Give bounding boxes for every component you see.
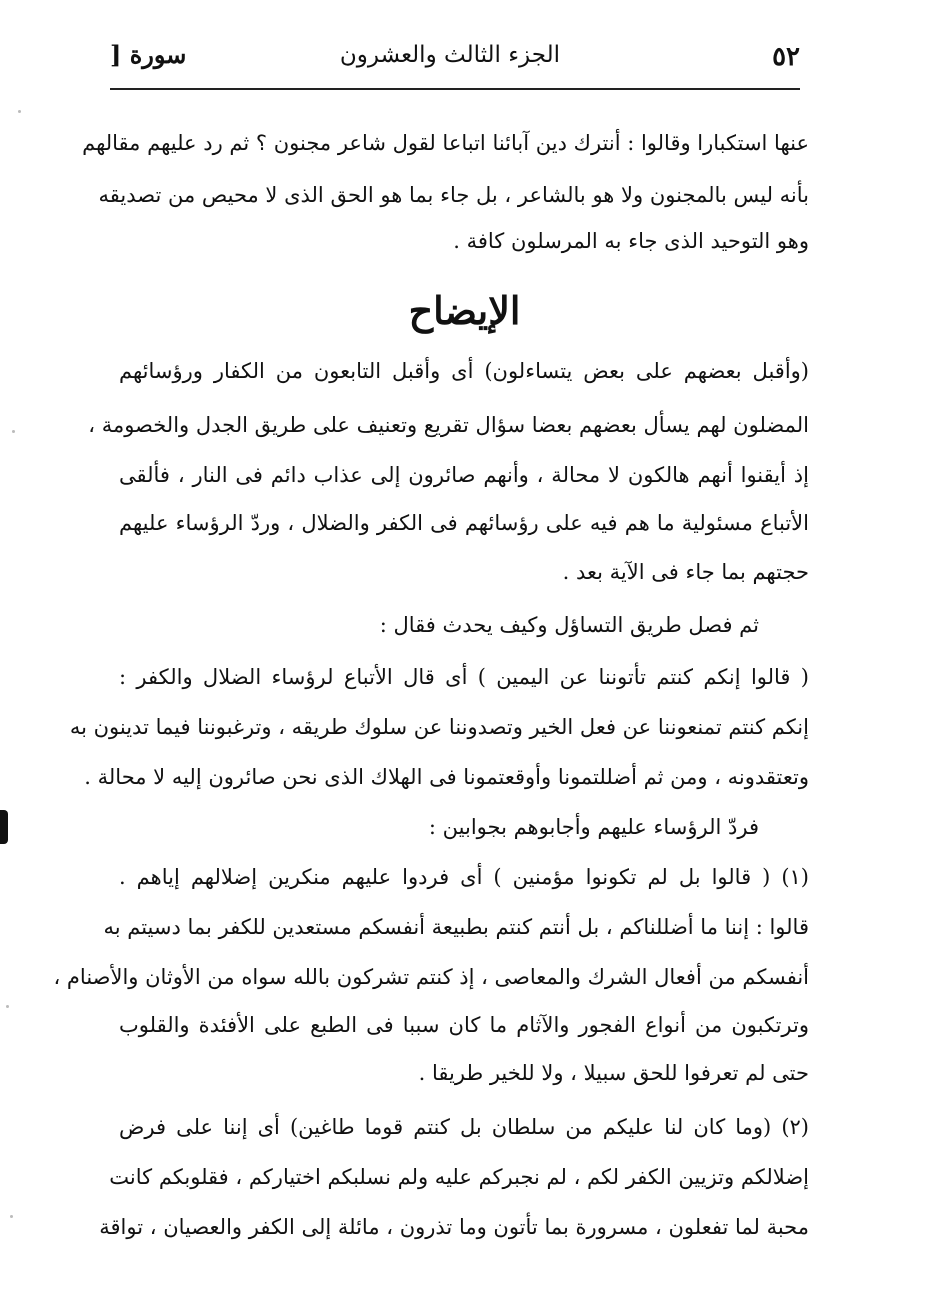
text-line: إذ أيقنوا أنهم هالكون لا محالة ، وأنهم صائرون إلى عذاب دائم فى النار ، فألقى	[119, 463, 809, 487]
page-number: ٥٢	[772, 42, 800, 72]
text-line: (١) ( قالوا بل لم تكونوا مؤمنين ) أى فردوا عليهم منكرين إضلالهم إياهم .	[119, 865, 809, 889]
text-line: محبة لما تفعلون ، مسرورة بما تأتون وما تذرون ، مائلة إلى الكفر والعصيان ، تواقة	[99, 1215, 809, 1239]
page-header	[110, 40, 800, 86]
running-title: الجزء الثالث والعشرون	[339, 42, 560, 68]
text-line: فردّ الرؤساء عليهم وأجابوهم بجوابين :	[428, 815, 759, 839]
scan-speck	[6, 1005, 9, 1008]
text-line: عنها استكبارا وقالوا : أنترك دين آبائنا اتباعا لقول شاعر مجنون ؟ ثم رد عليهم مقالهم	[82, 131, 809, 155]
text-line: إضلالكم وتزيين الكفر لكم ، لم نجبركم عليه ولم نسلبكم اختياركم ، فقلوبكم كانت	[109, 1165, 809, 1189]
section-title: الإيضاح	[408, 288, 521, 333]
text-line: الأتباع مسئولية ما هم فيه على رؤسائهم فى الكفر والضلال ، وردّ الرؤساء عليهم	[119, 511, 809, 535]
text-line: المضلون لهم يسأل بعضهم بعضا سؤال تقريع وتعنيف على طريق الجدل والخصومة ،	[88, 413, 809, 437]
text-line: إنكم كنتم تمنعوننا عن فعل الخير وتصدوننا عن سلوك طريقه ، وترغبوننا فيما تدينون به	[69, 715, 809, 739]
scan-speck	[18, 110, 21, 113]
text-line: بأنه ليس بالمجنون ولا هو بالشاعر ، بل جاء بما هو الحق الذى لا محيص من تصديقه	[98, 183, 809, 207]
text-line: أنفسكم من أفعال الشرك والمعاصى ، إذ كنتم تشركون بالله سواه من الأوثان والأصنام ،	[53, 965, 809, 989]
header-rule	[110, 88, 800, 90]
scan-speck	[10, 1215, 13, 1218]
text-line: ( قالوا إنكم كنتم تأتوننا عن اليمين ) أى قال الأتباع لرؤساء الضلال والكفر :	[119, 665, 809, 689]
text-line: وترتكبون من أنواع الفجور والآثام ما كان سببا فى الطبع على الأفئدة والقلوب	[119, 1013, 809, 1037]
scan-edge-mark	[0, 810, 8, 844]
text-line: قالوا : إننا ما أضللناكم ، بل أنتم كنتم بطبيعة أنفسكم مستعدين للكفر بما دسيتم به	[103, 915, 809, 939]
text-line: (٢) (وما كان لنا عليكم من سلطان بل كنتم قوما طاغين) أى إننا على فرض	[119, 1115, 809, 1139]
scan-speck	[12, 430, 15, 433]
text-line: وهو التوحيد الذى جاء به المرسلون كافة .	[453, 229, 809, 253]
text-line: ثم فصل طريق التساؤل وكيف يحدث فقال :	[379, 613, 759, 637]
text-line: (وأقبل بعضهم على بعض يتساءلون) أى وأقبل التابعون من الكفار ورؤسائهم	[119, 359, 809, 383]
surah-label: سورة [	[110, 40, 187, 69]
text-line: حتى لم تعرفوا للحق سبيلا ، ولا للخير طريقا .	[418, 1061, 809, 1085]
text-line: وتعتقدونه ، ومن ثم أضللتمونا وأوقعتمونا فى الهلاك الذى نحن صائرون إليه لا محالة .	[84, 765, 809, 789]
text-line: حجتهم بما جاء فى الآية بعد .	[562, 560, 809, 584]
